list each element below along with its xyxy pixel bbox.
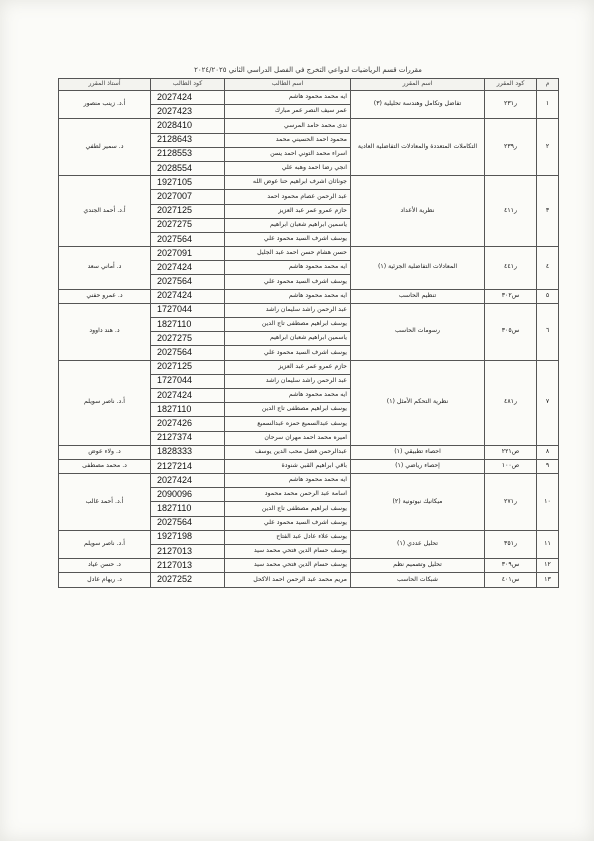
student-code: 2128643 — [151, 133, 225, 147]
course-name: احصاء تطبيقي (١) — [351, 445, 485, 459]
student-name: اميره محمد احمد مهران سرحان — [225, 431, 351, 445]
student-code: 2028410 — [151, 119, 225, 133]
student-name: ياسمين ابراهيم شعبان ابراهيم — [225, 218, 351, 232]
course-number: ٨ — [537, 445, 559, 459]
course-code: ر٢٣٩ — [485, 119, 537, 176]
course-teacher: أ.د. أحمد غالب — [59, 474, 151, 531]
student-code: 2027275 — [151, 332, 225, 346]
student-code: 2027564 — [151, 516, 225, 530]
student-code: 2027424 — [151, 91, 225, 105]
table-row — [59, 289, 559, 303]
course-number: ١٢ — [537, 559, 559, 573]
course-code: ص٢٢١ — [485, 445, 537, 459]
student-code: 2027125 — [151, 360, 225, 374]
header-student-name: اسم الطالب — [225, 79, 351, 91]
document-title: مقررات قسم الرياضيات لدواعي التخرج في الفصل الدراسي الثاني ٢٠٢٤/٢٠٢٥ — [194, 66, 422, 74]
student-name: يوسف اشرف السيد محمود علي — [225, 346, 351, 360]
table-body — [59, 91, 559, 588]
course-teacher: د. هند داوود — [59, 303, 151, 360]
course-number: ١٣ — [537, 573, 559, 587]
student-name: ندى محمد حامد المرسي — [225, 119, 351, 133]
student-code: 2027424 — [151, 289, 225, 303]
student-name: مريم محمد عبد الرحمن احمد الاكحل — [225, 573, 351, 587]
student-name: اسراء محمد التوني احمد يسن — [225, 147, 351, 161]
student-name: ايه محمد محمود هاشم — [225, 388, 351, 402]
student-code: 2027007 — [151, 190, 225, 204]
student-code: 2127374 — [151, 431, 225, 445]
student-name: اسامة عبد الرحمن محمد محمود — [225, 488, 351, 502]
student-code: 2127013 — [151, 545, 225, 559]
student-code: 2027091 — [151, 247, 225, 261]
student-code: 1827110 — [151, 318, 225, 332]
student-name: ايه محمد محمود هاشم — [225, 474, 351, 488]
course-name: نظرية التحكم الأمثل (١) — [351, 360, 485, 445]
course-code: ر٣٥١ — [485, 530, 537, 558]
course-name: رسومات الحاسب — [351, 303, 485, 360]
student-name: يوسف حسام الدين فتحي محمد سيد — [225, 545, 351, 559]
course-number: ٩ — [537, 459, 559, 473]
student-code: 2027424 — [151, 261, 225, 275]
student-code: 2027564 — [151, 275, 225, 289]
student-name: ايه محمد محمود هاشم — [225, 261, 351, 275]
table-row — [59, 474, 559, 488]
course-number: ١ — [537, 91, 559, 119]
student-name: ايه محمد محمود هاشم — [225, 91, 351, 105]
course-code: ر٢٧١ — [485, 474, 537, 531]
course-teacher: د. عمرو حفني — [59, 289, 151, 303]
table-row — [59, 573, 559, 587]
course-name: تحليل وتصميم نظم — [351, 559, 485, 573]
student-code: 2027426 — [151, 417, 225, 431]
student-name: ايه محمد محمود هاشم — [225, 289, 351, 303]
course-number: ٢ — [537, 119, 559, 176]
student-name: يوسف حسام الدين فتحي محمد سيد — [225, 559, 351, 573]
student-name: يوسف عبدالسميع حمزه عبدالسميع — [225, 417, 351, 431]
course-teacher: د. حسن عياد — [59, 559, 151, 573]
course-code: س٣٠٩ — [485, 559, 537, 573]
student-code: 2028554 — [151, 161, 225, 175]
course-code: س٣٠٥ — [485, 303, 537, 360]
header-teacher: أستاذ المقرر — [59, 79, 151, 91]
course-name: التكاملات المتعددة والمعادلات التفاضلية العادية — [351, 119, 485, 176]
course-code: س٤٠١ — [485, 573, 537, 587]
student-code: 2027564 — [151, 346, 225, 360]
course-code: ر٤١١ — [485, 176, 537, 247]
course-name: تنظيم الحاسب — [351, 289, 485, 303]
student-code: 1727044 — [151, 303, 225, 317]
course-number: ٦ — [537, 303, 559, 360]
student-name: يوسف ابراهيم مصطفى تاج الدين — [225, 318, 351, 332]
student-name: يوسف ابراهيم مصطفى تاج الدين — [225, 502, 351, 516]
course-number: ٥ — [537, 289, 559, 303]
student-code: 1927198 — [151, 530, 225, 544]
course-teacher: أ.د. ناصر سويلم — [59, 530, 151, 558]
student-name: حسن هشام حسن احمد عبد الجليل — [225, 247, 351, 261]
student-code: 2127214 — [151, 459, 225, 473]
student-name: حازم عمرو عمر عبد العزيز — [225, 360, 351, 374]
header-row — [59, 79, 559, 91]
course-teacher: د. محمد مصطفى — [59, 459, 151, 473]
course-teacher: أ.د. زينب منصور — [59, 91, 151, 119]
student-code: 2027424 — [151, 388, 225, 402]
student-name: باقي ابراهيم القبي شنودة — [225, 459, 351, 473]
student-code: 2027125 — [151, 204, 225, 218]
student-code: 2027252 — [151, 573, 225, 587]
student-code: 2027424 — [151, 474, 225, 488]
table-row — [59, 247, 559, 261]
course-teacher: د. ريهام عادل — [59, 573, 151, 587]
student-name: جوناثان اشرف ابراهيم حنا عوض الله — [225, 176, 351, 190]
student-name: يوسف علاء عادل عبد الفتاح — [225, 530, 351, 544]
course-code: ر٤٤١ — [485, 247, 537, 290]
student-name: عبدالرحمن فضل محب الدين يوسف — [225, 445, 351, 459]
courses-table — [58, 78, 559, 588]
table-row — [59, 91, 559, 105]
student-name: عبد الرحمن راشد سليمان راشد — [225, 303, 351, 317]
course-code: ر٤٨١ — [485, 360, 537, 445]
student-code: 1727044 — [151, 374, 225, 388]
table-row — [59, 303, 559, 317]
student-name: عبد الرحمن عصام محمود احمد — [225, 190, 351, 204]
table-row — [59, 445, 559, 459]
table-row — [59, 360, 559, 374]
student-code: 1927105 — [151, 176, 225, 190]
course-name: إحصاء رياضي (١) — [351, 459, 485, 473]
course-number: ٤ — [537, 247, 559, 290]
student-code: 2127013 — [151, 559, 225, 573]
course-teacher: أ.د. ناصر سويلم — [59, 360, 151, 445]
student-code: 2027275 — [151, 218, 225, 232]
course-number: ١١ — [537, 530, 559, 558]
course-teacher: د. سمير لطفي — [59, 119, 151, 176]
course-teacher: د. أماني سعد — [59, 247, 151, 290]
table-row — [59, 176, 559, 190]
student-code: 1827110 — [151, 502, 225, 516]
course-code: س٣٠٢ — [485, 289, 537, 303]
course-name: نظرية الأعداد — [351, 176, 485, 247]
course-name: تفاضل وتكامل وهندسة تحليلية (٣) — [351, 91, 485, 119]
student-name: عبد الرحمن راشد سليمان راشد — [225, 374, 351, 388]
header-student-code: كود الطالب — [151, 79, 225, 91]
student-name: يوسف اشرف السيد محمود علي — [225, 516, 351, 530]
course-teacher: أ.د. أحمد الجندي — [59, 176, 151, 247]
course-name: ميكانيك نيوتونية (٢) — [351, 474, 485, 531]
student-name: يوسف اشرف السيد محمود علي — [225, 275, 351, 289]
course-name: المعادلات التفاضلية الجزئية (١) — [351, 247, 485, 290]
student-code: 2027423 — [151, 105, 225, 119]
student-code: 1828333 — [151, 445, 225, 459]
course-code: ص١٠٠ — [485, 459, 537, 473]
course-teacher: د. ولاء عوض — [59, 445, 151, 459]
course-number: ٧ — [537, 360, 559, 445]
student-code: 1827110 — [151, 403, 225, 417]
student-name: محمود احمد الحسيني محمد — [225, 133, 351, 147]
table-row — [59, 559, 559, 573]
table-row — [59, 119, 559, 133]
student-code: 2027564 — [151, 232, 225, 246]
student-name: ياسمين ابراهيم شعبان ابراهيم — [225, 332, 351, 346]
student-code: 2128553 — [151, 147, 225, 161]
header-num: م — [537, 79, 559, 91]
student-name: عمر سيف النصر عمر مبارك — [225, 105, 351, 119]
course-number: ١٠ — [537, 474, 559, 531]
student-name: حازم عمرو عمر عبد العزيز — [225, 204, 351, 218]
header-course-name: اسم المقرر — [351, 79, 485, 91]
course-name: شبكات الحاسب — [351, 573, 485, 587]
student-name: يوسف اشرف السيد محمود علي — [225, 232, 351, 246]
course-code: ر٢٣١ — [485, 91, 537, 119]
header-course-code: كود المقرر — [485, 79, 537, 91]
student-code: 2090096 — [151, 488, 225, 502]
table-row — [59, 530, 559, 544]
course-number: ٣ — [537, 176, 559, 247]
table-row — [59, 459, 559, 473]
student-name: انجي رضا احمد وهبه علي — [225, 161, 351, 175]
student-name: يوسف ابراهيم مصطفى تاج الدين — [225, 403, 351, 417]
course-name: تحليل عددي (١) — [351, 530, 485, 558]
